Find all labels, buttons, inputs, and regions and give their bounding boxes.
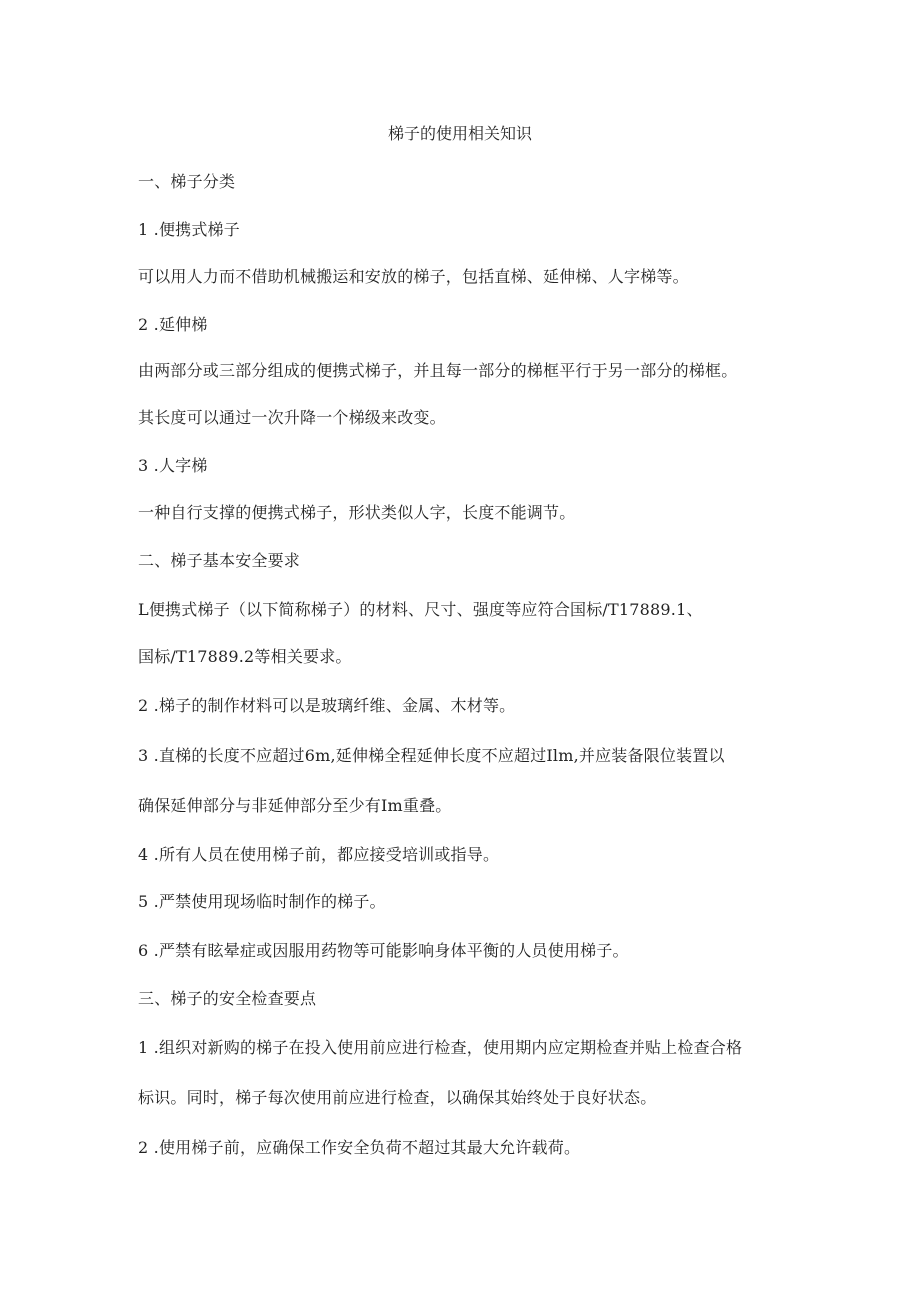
paragraph-requirement-2: 2 .梯子的制作材料可以是玻璃纤维、金属、木材等。 (138, 696, 516, 715)
paragraph-portable: 可以用人力而不借助机械搬运和安放的梯子，包括直梯、延伸梯、人字梯等。 (138, 267, 689, 286)
paragraph-requirement-3a: 3 .直梯的长度不应超过6m,延伸梯全程延伸长度不应超过Ilm,并应装备限位装置以 (138, 746, 725, 765)
paragraph-stepladder: 一种自行支撑的便携式梯子，形状类似人字，长度不能调节。 (138, 503, 576, 522)
paragraph-inspection-1b: 标识。同时，梯子每次使用前应进行检查，以确保其始终处于良好状态。 (138, 1088, 657, 1107)
item-heading-portable: 1 .便携式梯子 (138, 220, 240, 239)
section-heading-1: 一、梯子分类 (138, 172, 236, 191)
section-heading-3: 三、梯子的安全检查要点 (138, 989, 317, 1008)
paragraph-requirement-5: 5 .严禁使用现场临时制作的梯子。 (138, 892, 386, 911)
paragraph-inspection-2: 2 .使用梯子前，应确保工作安全负荷不超过其最大允许载荷。 (138, 1138, 581, 1157)
paragraph-requirement-1b: 国标/T17889.2等相关要求。 (138, 647, 352, 666)
item-heading-stepladder: 3 .人字梯 (138, 456, 208, 475)
paragraph-requirement-1a: L便携式梯子（以下简称梯子）的材料、尺寸、强度等应符合国标/T17889.1、 (138, 600, 703, 619)
paragraph-inspection-1a: 1 .组织对新购的梯子在投入使用前应进行检查，使用期内应定期检查并贴上检查合格 (138, 1038, 743, 1057)
paragraph-extension-2: 其长度可以通过一次升降一个梯级来改变。 (138, 408, 446, 427)
item-heading-extension: 2 .延伸梯 (138, 315, 208, 334)
paragraph-requirement-4: 4 .所有人员在使用梯子前，都应接受培训或指导。 (138, 845, 500, 864)
paragraph-extension-1: 由两部分或三部分组成的便携式梯子，并且每一部分的梯框平行于另一部分的梯框。 (138, 361, 738, 380)
section-heading-2: 二、梯子基本安全要求 (138, 551, 301, 570)
paragraph-requirement-3b: 确保延伸部分与非延伸部分至少有Im重叠。 (138, 796, 452, 815)
page-title: 梯子的使用相关知识 (387, 124, 532, 143)
paragraph-requirement-6: 6 .严禁有眩晕症或因服用药物等可能影响身体平衡的人员使用梯子。 (138, 941, 629, 960)
